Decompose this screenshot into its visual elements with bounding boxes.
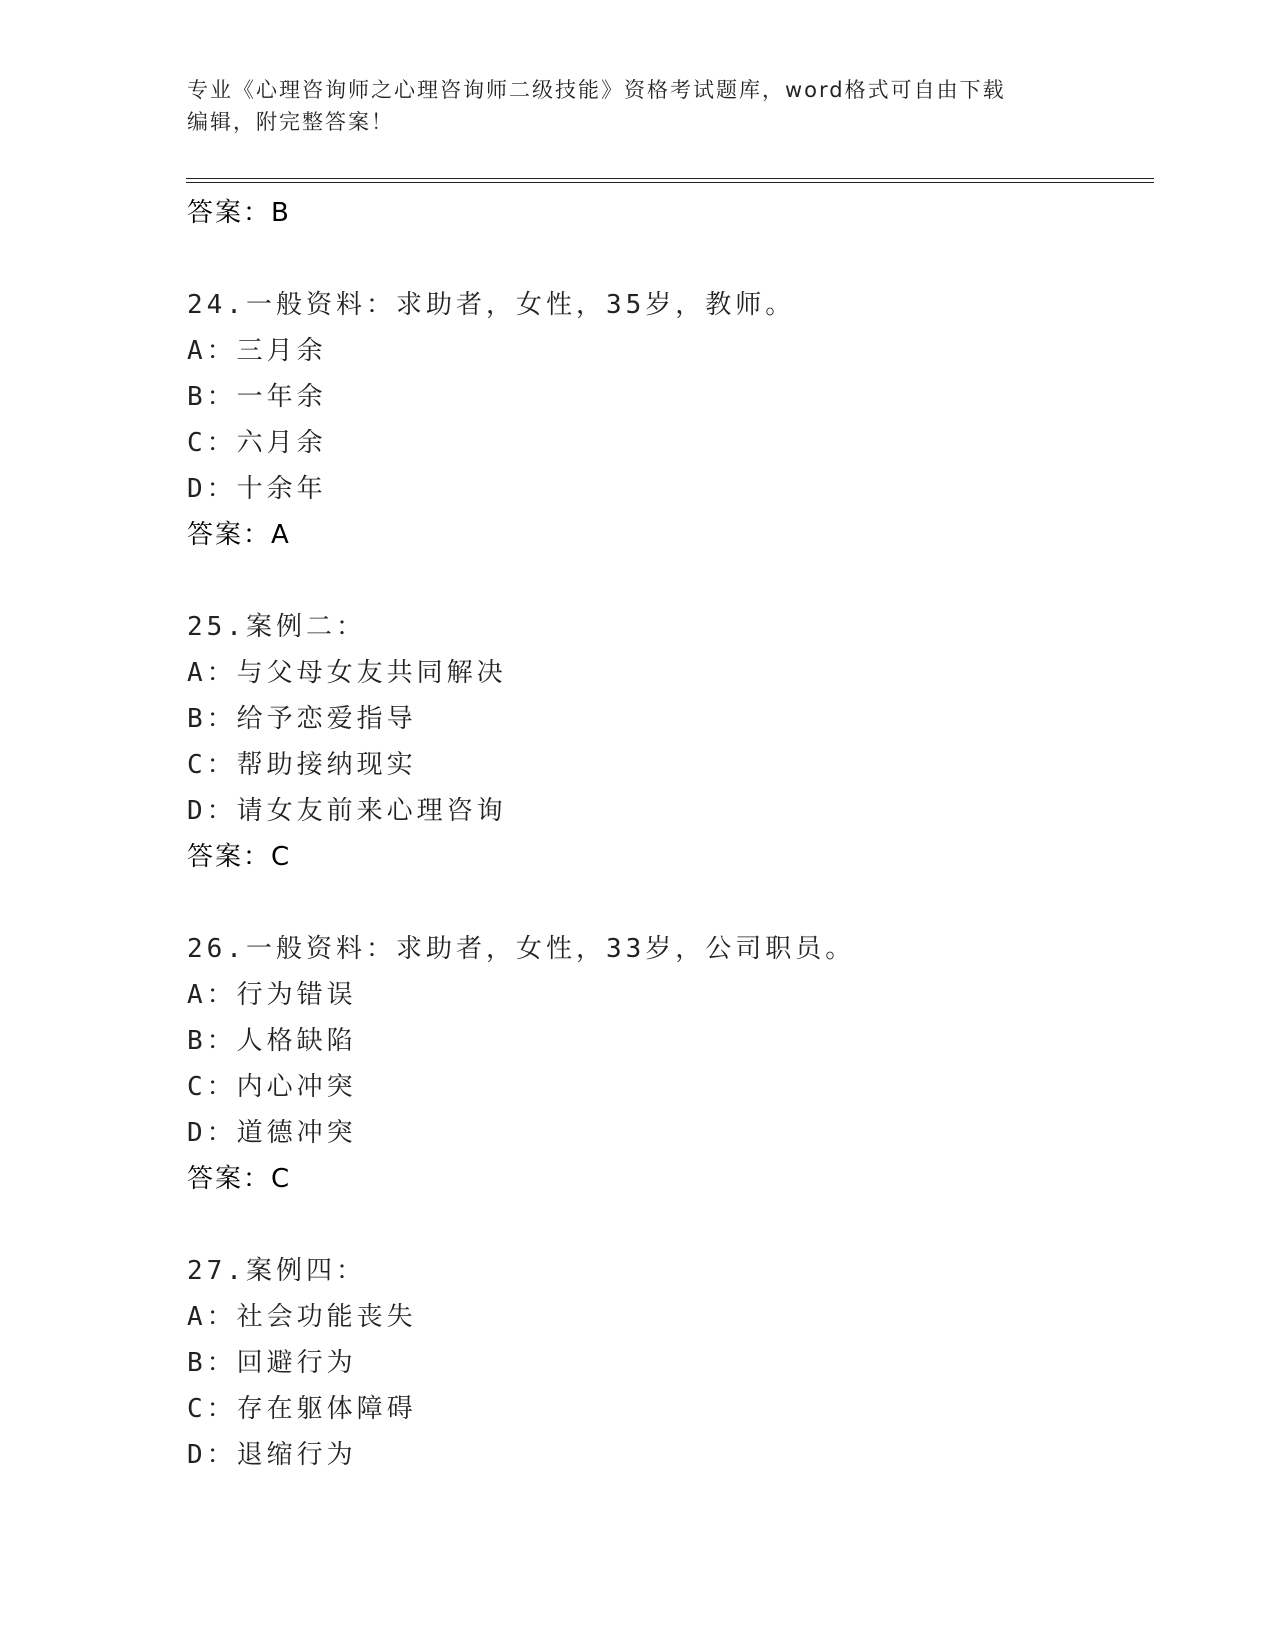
option-a: A：行为错误 (187, 980, 357, 1010)
option-b: B：一年余 (187, 382, 327, 412)
spacer (187, 236, 1137, 282)
question-title: 24.一般资料：求助者，女性，35岁，教师。 (187, 290, 796, 320)
question-title: 26.一般资料：求助者，女性，33岁，公司职员。 (187, 934, 856, 964)
option-b: B：回避行为 (187, 1348, 357, 1378)
spacer (187, 558, 1137, 604)
header-line-2: 编辑，附完整答案！ (187, 110, 394, 134)
header-line-1: 专业《心理咨询师之心理咨询师二级技能》资格考试题库，word格式可自由下载 (187, 78, 1006, 102)
answer-line: 答案：C (187, 842, 292, 872)
question-block-26 (187, 926, 1137, 1202)
spacer (187, 880, 1137, 926)
document-header (187, 74, 1087, 138)
option-a: A：三月余 (187, 336, 327, 366)
option-a: A：与父母女友共同解决 (187, 658, 507, 688)
answer-line: 答案：A (187, 520, 291, 550)
option-d: D：道德冲突 (187, 1118, 357, 1148)
option-b: B：给予恋爱指导 (187, 704, 417, 734)
spacer (187, 1202, 1137, 1248)
question-block-27 (187, 1248, 1137, 1478)
option-a: A：社会功能丧失 (187, 1302, 417, 1332)
answer-line: 答案：B (187, 198, 291, 228)
question-block-24 (187, 282, 1137, 558)
header-divider-bottom (186, 182, 1154, 183)
option-d: D：请女友前来心理咨询 (187, 796, 507, 826)
answer-line: 答案：C (187, 1164, 292, 1194)
option-c: C：存在躯体障碍 (187, 1394, 417, 1424)
question-list (187, 190, 1137, 1478)
question-title: 27.案例四： (187, 1256, 366, 1286)
question-title: 25.案例二： (187, 612, 366, 642)
option-d: D：十余年 (187, 474, 327, 504)
option-b: B：人格缺陷 (187, 1026, 357, 1056)
question-block-25 (187, 604, 1137, 880)
option-c: C：内心冲突 (187, 1072, 357, 1102)
option-c: C：六月余 (187, 428, 327, 458)
option-d: D：退缩行为 (187, 1440, 357, 1470)
option-c: C：帮助接纳现实 (187, 750, 417, 780)
header-divider-top (186, 178, 1154, 179)
